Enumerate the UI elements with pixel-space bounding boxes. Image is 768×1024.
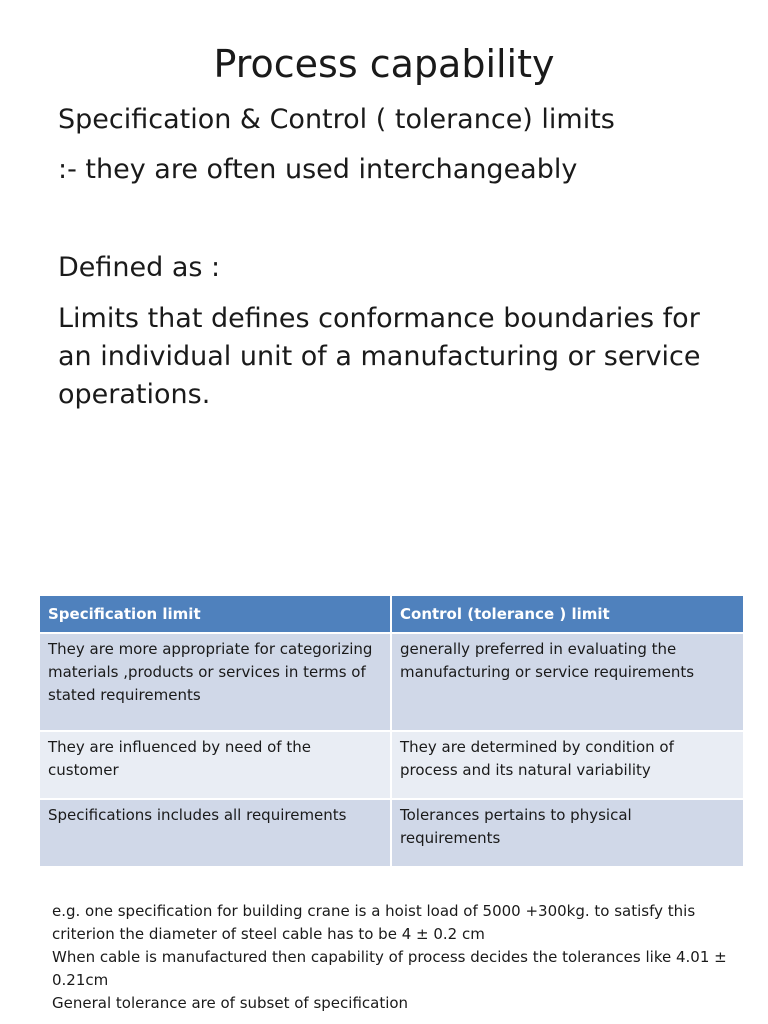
note-line-cable-tolerance: When cable is manufactured then capability of process decides the tolerances like 4.01 ± 0.21cm xyxy=(52,948,727,989)
table-row xyxy=(39,799,744,867)
table-cell: Tolerances pertains to physical requirements xyxy=(391,799,744,867)
comparison-table xyxy=(38,594,745,868)
intro-line-interchangeably: :- they are often used interchangeably xyxy=(58,154,578,185)
example-note xyxy=(52,900,742,1015)
note-line-general-tolerance: General tolerance are of subset of specification xyxy=(52,994,409,1012)
table-row xyxy=(39,731,744,799)
table-header-row xyxy=(39,595,744,633)
note-line-crane-example: e.g. one specification for building crane is a hoist load of 5000 +300kg. to satisfy this criterion the diameter of steel cable has to be 4 ± 0.2 cm xyxy=(52,902,696,943)
table-cell: Specifications includes all requirements xyxy=(39,799,391,867)
slide-title: Process capability xyxy=(213,42,555,86)
header-control-limit: Control (tolerance ) limit xyxy=(391,595,744,633)
header-specification-limit: Specification limit xyxy=(39,595,391,633)
definition-text: Limits that defines conformance boundaries for an individual unit of a manufacturing or service operations. xyxy=(58,303,701,410)
definition-heading: Defined as : xyxy=(58,252,221,283)
table-cell: They are more appropriate for categorizing materials ,products or services in terms of stated requirements xyxy=(39,633,391,731)
table-cell: They are influenced by need of the customer xyxy=(39,731,391,799)
table-row xyxy=(39,633,744,731)
table-cell: generally preferred in evaluating the manufacturing or service requirements xyxy=(391,633,744,731)
intro-line-specification-control: Specification & Control ( tolerance) limits xyxy=(58,104,615,135)
table-cell: They are determined by condition of process and its natural variability xyxy=(391,731,744,799)
